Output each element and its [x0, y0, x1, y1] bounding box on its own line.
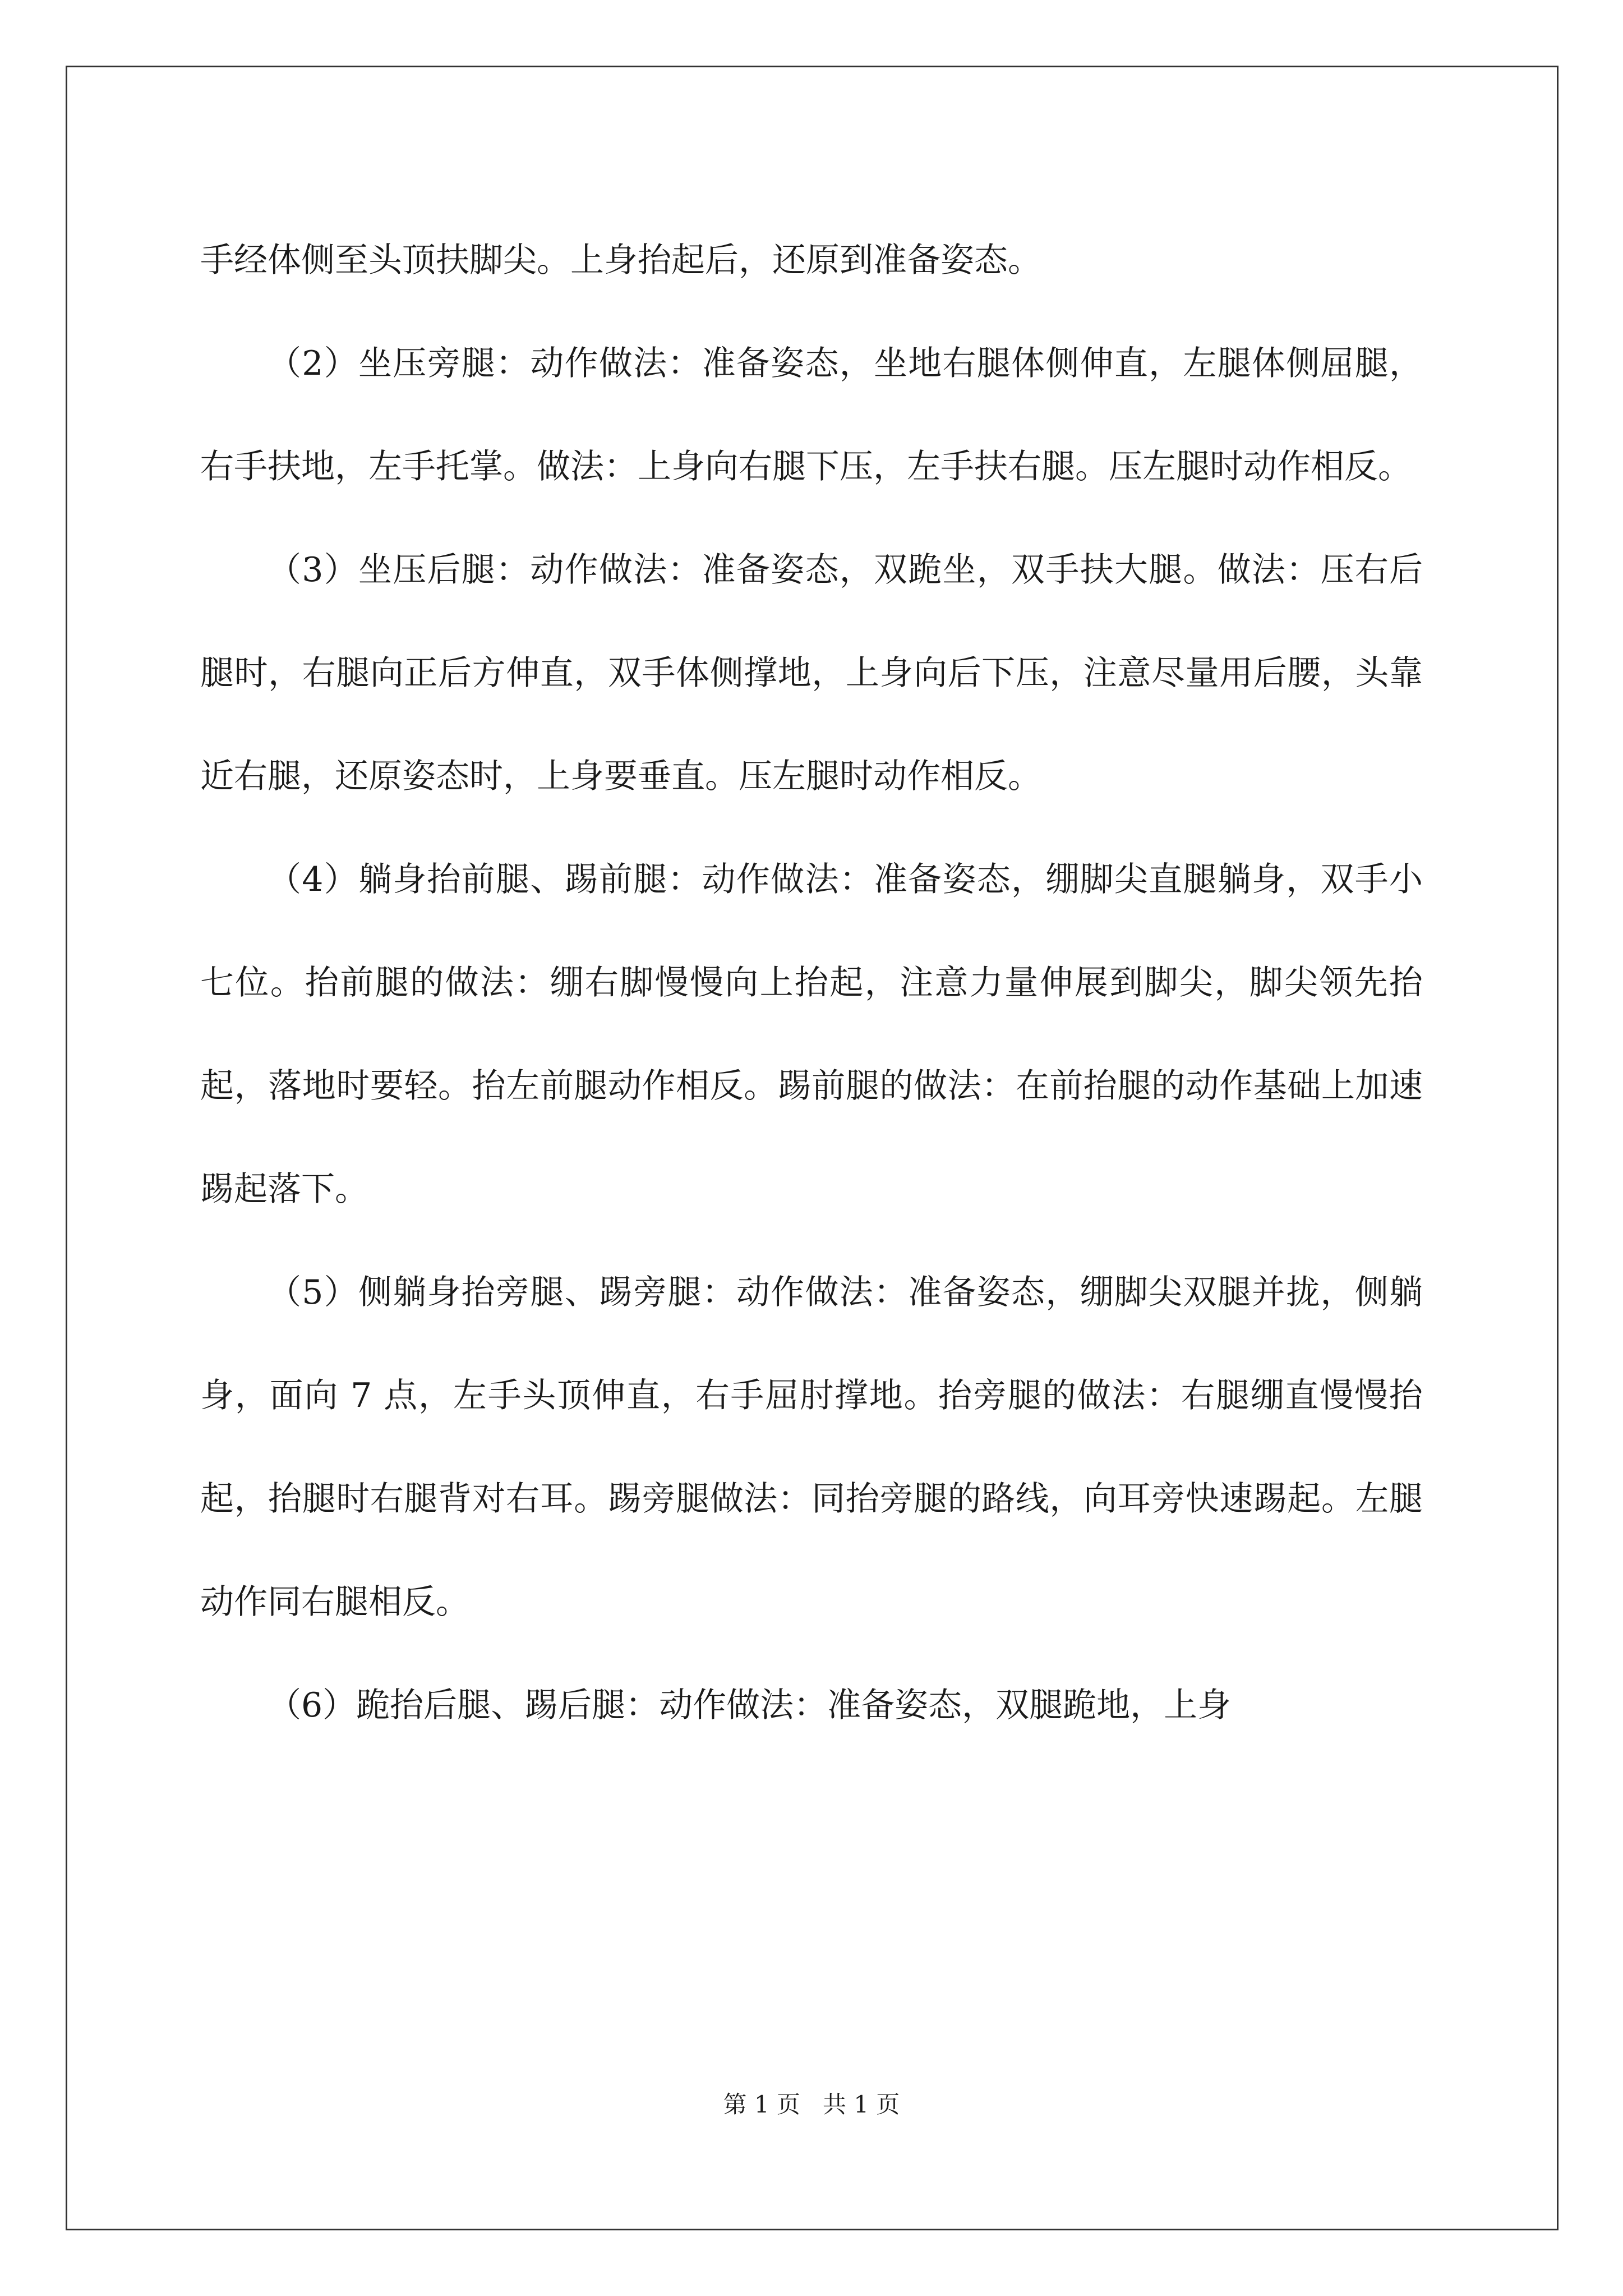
paragraph-continuation: 手经体侧至头顶扶脚尖。上身抬起后，还原到准备姿态。 — [200, 241, 1041, 280]
document-body — [200, 209, 1423, 1757]
page-total: 共 1 页 — [823, 2091, 900, 2118]
paragraph-front-leg-kick: （4）躺身抬前腿、踢前腿：动作做法：准备姿态，绷脚尖直腿躺身，双手小七位。抬前腿的做法：绷右脚慢慢向上抬起，注意力量伸展到脚尖，脚尖领先抬起，落地时要轻。抬左前腿动作相反。踢前腿的做法：在前抬腿的动作基础上加速踢起落下。 — [200, 860, 1423, 1209]
paragraph-side-leg-press: （2）坐压旁腿：动作做法：准备姿态，坐地右腿体侧伸直，左腿体侧屈腿，右手扶地，左手托掌。做法：上身向右腿下压，左手扶右腿。压左腿时动作相反。 — [200, 344, 1423, 486]
paragraph-back-leg-kick: （6）跪抬后腿、踢后腿：动作做法：准备姿态，双腿跪地，上身 — [268, 1686, 1232, 1725]
page-footer — [0, 2088, 1623, 2122]
paragraph-side-leg-kick: （5）侧躺身抬旁腿、踢旁腿：动作做法：准备姿态，绷脚尖双腿并拢，侧躺身，面向 7 点，左手头顶伸直，右手屈肘撑地。抬旁腿的做法：右腿绷直慢慢抬起，抬腿时右腿背对右耳。踢旁腿做法：同抬旁腿的路线，向耳旁快速踢起。左腿动作同右腿相反。 — [200, 1273, 1423, 1622]
page-number: 第 1 页 — [723, 2091, 800, 2118]
paragraph-back-leg-press: （3）坐压后腿：动作做法：准备姿态，双跪坐，双手扶大腿。做法：压右后腿时，右腿向正后方伸直，双手体侧撑地，上身向后下压，注意尽量用后腰，头靠近右腿，还原姿态时，上身要垂直。压左腿时动作相反。 — [200, 550, 1423, 796]
